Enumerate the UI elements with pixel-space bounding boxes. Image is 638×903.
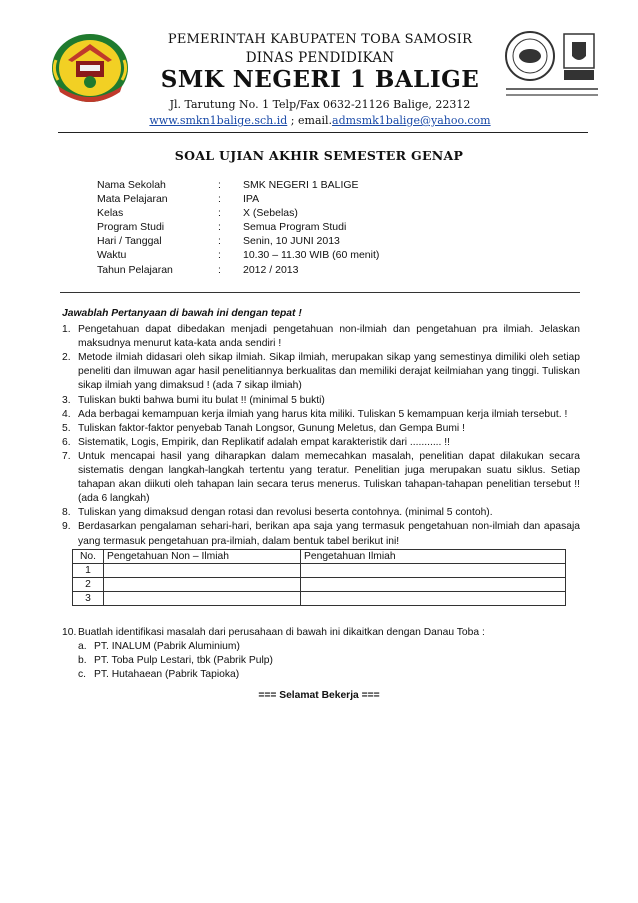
question-text: Ada berbagai kemampuan kerja ilmiah yang harus kita miliki. Tuliskan 5 kemampuan kerja ilmiah tersebut. ! (78, 408, 568, 420)
question10-options (62, 640, 580, 682)
question-text: Tuliskan bukti bahwa bumi itu bulat !! (minimal 5 bukti) (78, 394, 325, 406)
info-label: Nama Sekolah (97, 179, 166, 191)
closing-text: === Selamat Bekerja === (258, 690, 380, 701)
question-item (62, 626, 580, 640)
option-text: PT. Toba Pulp Lestari, tbk (Pabrik Pulp) (94, 654, 273, 666)
question-number: 5. (62, 422, 71, 434)
info-value: Semua Program Studi (243, 221, 347, 234)
question-text: Tuliskan yang dimaksud dengan rotasi dan revolusi beserta contohnya. (minimal 5 contoh). (78, 507, 493, 519)
table-cell (104, 591, 301, 605)
question-number: 6. (62, 436, 71, 448)
exam-info-block (97, 178, 417, 277)
table-header-cell: Pengetahuan Ilmiah (301, 549, 566, 563)
info-label: Kelas (97, 207, 124, 220)
table-row (73, 577, 566, 591)
table-cell: 3 (73, 591, 104, 605)
info-sep: : (218, 207, 221, 220)
table-cell: 2 (73, 577, 104, 591)
question-number: 8. (62, 507, 71, 519)
website-link[interactable]: www.smkn1balige.sch.id (149, 114, 288, 127)
info-label: Waktu (97, 249, 127, 262)
question-text: Sistematik, Logis, Empirik, dan Replikatif adalah empat karakteristik dari ........... !! (78, 436, 450, 448)
header-government: PEMERINTAH KABUPATEN TOBA SAMOSIR (167, 32, 473, 47)
option-letter: c. (78, 668, 87, 680)
info-value: SMK NEGERI 1 BALIGE (243, 179, 359, 191)
ukas-certification-seal-icon (502, 26, 602, 106)
email-link[interactable]: admsmk1balige@yahoo.com (332, 114, 491, 127)
info-sep: : (218, 235, 221, 248)
table-cell (301, 591, 566, 605)
question-item (62, 394, 580, 408)
question-number: 3. (62, 394, 71, 406)
list-item (78, 668, 580, 682)
info-row (97, 206, 417, 220)
questions-section (62, 307, 580, 682)
header-address: Jl. Tarutung No. 1 Telp/Fax 0632-21126 Balige, 22312 (169, 98, 471, 111)
question-text: Pengetahuan dapat dibedakan menjadi pengetahuan non-ilmiah dan pengetahuan pra ilmiah. Jelaskan maksudnya menurut kata-kata anda sendiri ! (78, 324, 580, 350)
question-text: Metode ilmiah didasari oleh sikap ilmiah. Sikap ilmiah, merupakan sikap yang semestinya dimiliki oleh setiap peneliti dan ilmuwan agar hasil penelitiannya berkualitas dan memiliki derajat keilmiahan yang tinggi. Tuliskan sikap ilmiah yang dimaksud ! (ada 7 sikap ilmiah) (78, 352, 580, 392)
question-item (62, 422, 580, 436)
info-value: Senin, 10 JUNI 2013 (243, 235, 340, 248)
question-number: 1. (62, 324, 71, 336)
question-item (62, 520, 580, 548)
list-item (78, 640, 580, 654)
info-sep: : (218, 249, 221, 262)
question-text: Tuliskan faktor-faktor penyebab Tanah Longsor, Gunung Meletus, dan Gempa Bumi ! (78, 422, 465, 434)
info-row (97, 234, 417, 248)
info-row (97, 263, 417, 277)
info-label: Mata Pelajaran (97, 193, 168, 206)
info-row (97, 248, 417, 262)
option-letter: a. (78, 640, 87, 652)
info-sep: : (218, 193, 221, 206)
info-label: Hari / Tanggal (97, 235, 162, 248)
table-header-cell: No. (73, 549, 104, 563)
question-number: 2. (62, 352, 71, 364)
option-text: PT. Hutahaean (Pabrik Tapioka) (94, 668, 240, 680)
option-letter: b. (78, 654, 87, 666)
info-value: 10.30 – 11.30 WIB (60 menit) (243, 249, 380, 262)
spacer (62, 606, 580, 626)
header-contact (140, 114, 500, 127)
table-cell (301, 563, 566, 577)
question-item (62, 436, 580, 450)
exam-title: SOAL UJIAN AKHIR SEMESTER GENAP (174, 148, 464, 163)
question-list (62, 323, 580, 549)
table-cell: 1 (73, 563, 104, 577)
school-crest-icon (50, 30, 130, 106)
question-number: 9. (62, 521, 71, 533)
info-row (97, 178, 417, 192)
info-label: Tahun Pelajaran (97, 263, 173, 276)
table-row (73, 591, 566, 605)
table-header-row (73, 549, 566, 563)
header-school-name: SMK NEGERI 1 BALIGE (160, 66, 480, 93)
info-sep: : (218, 179, 221, 191)
info-value: IPA (243, 193, 260, 206)
table-cell (104, 563, 301, 577)
option-text: PT. INALUM (Pabrik Aluminium) (94, 640, 240, 652)
question-number: 7. (62, 450, 71, 462)
question-item (62, 408, 580, 422)
answer-table (72, 549, 566, 606)
question-item (62, 323, 580, 351)
question-text: Buatlah identifikasi masalah dari perusahaan di bawah ini dikaitkan dengan Danau Toba : (78, 626, 485, 638)
question-text: Untuk mencapai hasil yang diharapkan dalam memecahkan masalah, penelitian dapat dilakukan secara sistematis dengan langkah-langkah tertentu yang teratur. Penelitian juga merupakan suatu siklus. Setiap tahapan akan diikuti oleh tahapan lain secara terus menerus. Tuliskan tahapan-tahapan penelitian tersebut !! (ada 6 langkah) (78, 450, 580, 505)
question-number: 4. (62, 408, 71, 420)
table-cell (104, 577, 301, 591)
question-text: Berdasarkan pengalaman sehari-hari, berikan apa saja yang termasuk pengetahuan non-ilmiah dan apasaja yang termasuk pengetahuan pra-ilmiah, dalam bentuk tabel berikut ini! (78, 521, 580, 547)
table-row (73, 563, 566, 577)
question-item (62, 506, 580, 520)
instruction-text: Jawablah Pertanyaan di bawah ini dengan tepat ! (62, 308, 302, 319)
info-value: 2012 / 2013 (243, 263, 299, 276)
header-department: DINAS PENDIDIKAN (245, 50, 395, 66)
info-label: Program Studi (97, 221, 165, 234)
info-value: X (Sebelas) (243, 207, 298, 220)
table-header-cell: Pengetahuan Non – Ilmiah (104, 549, 301, 563)
email-prefix: ; email. (290, 114, 333, 127)
question-item (62, 351, 580, 393)
header-divider (58, 132, 588, 133)
list-item (78, 654, 580, 668)
question-item (62, 450, 580, 506)
table-cell (301, 577, 566, 591)
question-number: 10. (62, 626, 77, 638)
info-divider (60, 292, 580, 293)
info-row (97, 220, 417, 234)
info-row (97, 192, 417, 206)
info-sep: : (218, 221, 221, 234)
info-sep: : (218, 263, 221, 276)
